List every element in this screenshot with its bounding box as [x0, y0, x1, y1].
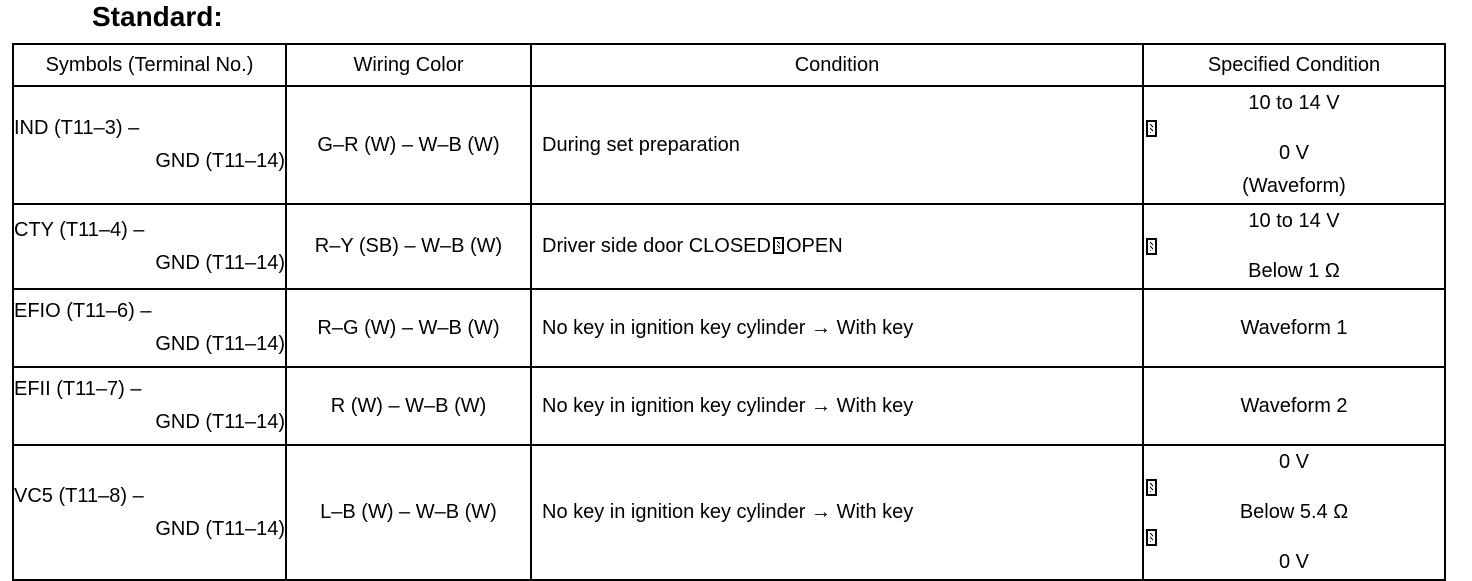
symbol-terminal: VC5 (T11–8) – [14, 484, 144, 507]
symbol-ground: GND (T11–14) [155, 150, 285, 172]
cell-symbols [13, 289, 286, 367]
cell-wiring-color: R–Y (SB) – W–B (W) [286, 204, 531, 289]
condition-text: OPEN [785, 235, 843, 257]
table-body [13, 86, 1445, 580]
spec-line [1144, 87, 1444, 170]
cell-symbols [13, 445, 286, 580]
cell-symbols [13, 204, 286, 289]
table-row [13, 367, 1445, 445]
section-heading: Standard: [92, 1, 223, 32]
transition-glyph-icon [773, 237, 784, 254]
table-row [13, 86, 1445, 204]
cell-specified-condition [1143, 367, 1445, 445]
spec-value: 0 V [1278, 142, 1310, 164]
spec-line [1144, 312, 1444, 345]
spec-value: 0 V [1278, 551, 1310, 573]
transition-glyph-icon [1146, 120, 1157, 137]
spec-line [1144, 446, 1444, 579]
transition-glyph-icon [1146, 529, 1157, 546]
spec-value: 10 to 14 V [1248, 210, 1340, 232]
header-condition: Condition [531, 44, 1143, 86]
cell-specified-condition [1143, 289, 1445, 367]
symbol-ground: GND (T11–14) [155, 251, 285, 274]
cell-wiring-color: L–B (W) – W–B (W) [286, 445, 531, 580]
cell-wiring-color: R (W) – W–B (W) [286, 367, 531, 445]
cell-wiring-color: G–R (W) – W–B (W) [286, 86, 531, 204]
table-row [13, 204, 1445, 289]
spec-value: Waveform 2 [1240, 394, 1348, 417]
table-row [13, 445, 1445, 580]
symbol-ground: GND (T11–14) [155, 411, 285, 433]
spec-value: 0 V [1278, 451, 1310, 473]
spec-value: Below 5.4 Ω [1239, 501, 1349, 523]
spec-line [1144, 205, 1444, 288]
symbol-ground: GND (T11–14) [155, 517, 285, 540]
symbol-ground: GND (T11–14) [155, 333, 285, 355]
cell-wiring-color: R–G (W) – W–B (W) [286, 289, 531, 367]
condition-text: No key in ignition key cylinder → With key [542, 316, 914, 339]
condition-text: Driver side door CLOSED [542, 235, 771, 257]
standard-spec-table [12, 43, 1446, 581]
header-wiring-color: Wiring Color [286, 44, 531, 86]
cell-condition [531, 289, 1143, 367]
header-symbols: Symbols (Terminal No.) [13, 44, 286, 86]
symbol-terminal: EFIO (T11–6) – [14, 300, 152, 322]
header-specified-condition: Specified Condition [1143, 44, 1445, 86]
cell-specified-condition [1143, 445, 1445, 580]
cell-specified-condition [1143, 204, 1445, 289]
spec-line [1144, 390, 1444, 423]
transition-glyph-icon [1146, 238, 1157, 255]
symbol-terminal: IND (T11–3) – [14, 117, 140, 139]
spec-value: 10 to 14 V [1248, 92, 1340, 114]
spec-value: Below 1 Ω [1248, 260, 1340, 282]
transition-glyph-icon [1146, 479, 1157, 496]
cell-condition [531, 204, 1143, 289]
spec-value: Waveform 1 [1240, 316, 1348, 339]
spec-value: (Waveform) [1242, 175, 1346, 197]
table-row [13, 289, 1445, 367]
condition-text: During set preparation [542, 133, 740, 156]
symbol-terminal: CTY (T11–4) – [14, 218, 145, 241]
symbol-terminal: EFII (T11–7) – [14, 378, 142, 400]
condition-text: No key in ignition key cylinder → With key [542, 501, 914, 523]
table-header-row [13, 44, 1445, 86]
cell-condition [531, 367, 1143, 445]
spec-line [1144, 170, 1444, 203]
condition-text: No key in ignition key cylinder → With key [542, 394, 914, 417]
cell-symbols [13, 367, 286, 445]
cell-condition [531, 86, 1143, 204]
cell-symbols [13, 86, 286, 204]
cell-condition [531, 445, 1143, 580]
cell-specified-condition [1143, 86, 1445, 204]
